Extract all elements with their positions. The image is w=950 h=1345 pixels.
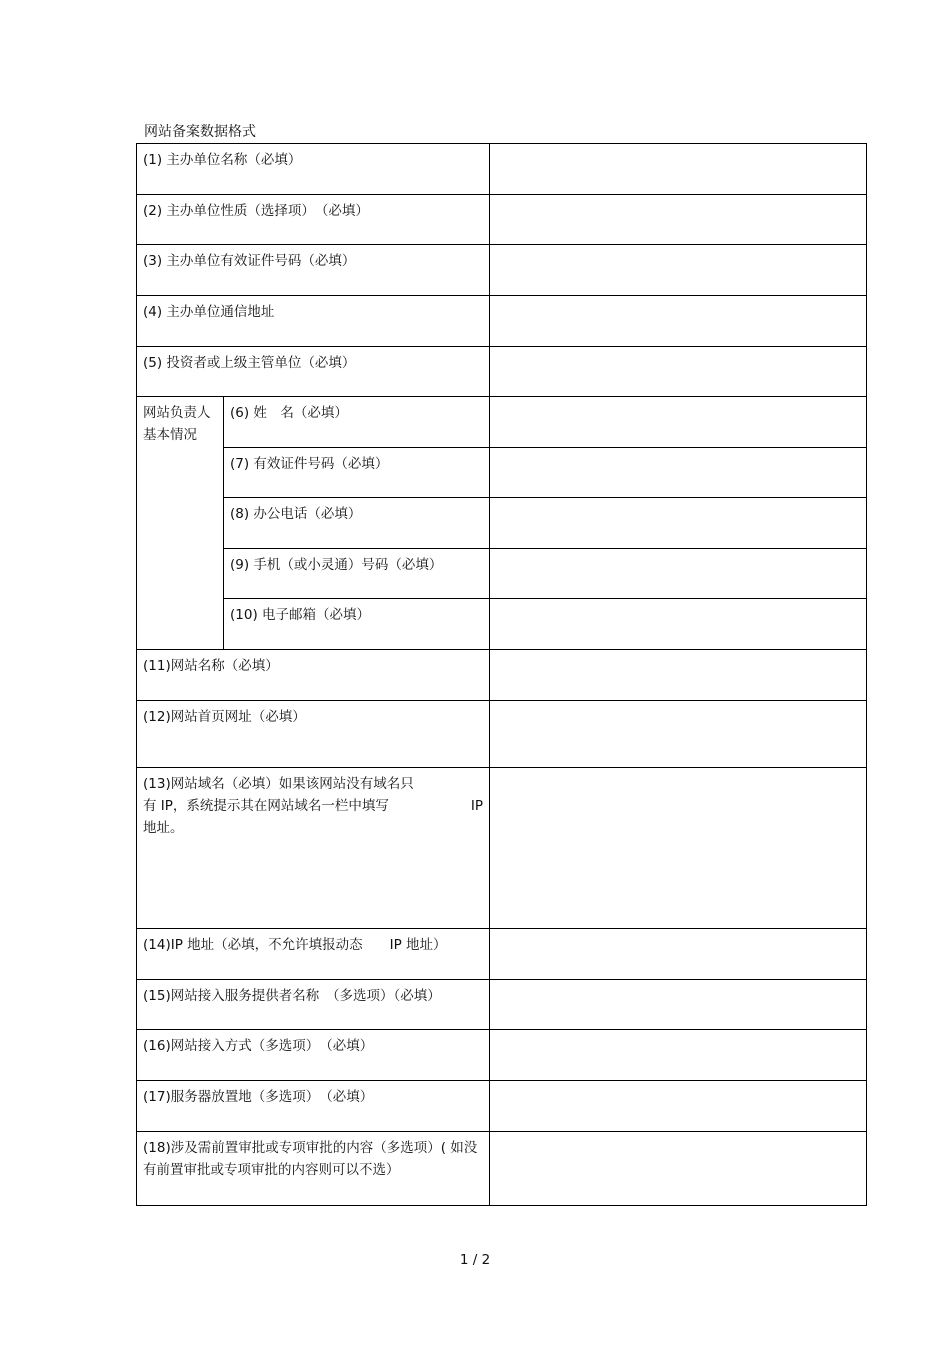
label-mobile: (9) 手机（或小灵通）号码（必填） — [224, 549, 490, 599]
table-row — [137, 701, 867, 768]
input-mobile[interactable] — [490, 549, 867, 599]
label-access-method: (16)网站接入方式（多选项） （必填） — [137, 1030, 490, 1081]
label-access-provider: (15)网站接入服务提供者名称 （多选项）（必填） — [137, 980, 490, 1030]
domain-note-ip: IP — [470, 798, 484, 814]
label-site-name: (11)网站名称（必填） — [137, 650, 490, 701]
label-domain — [137, 768, 490, 929]
label-server-location: (17)服务器放置地（多选项） （必填） — [137, 1081, 490, 1132]
input-ip-address[interactable] — [490, 929, 867, 980]
input-organizer-nature[interactable] — [490, 195, 867, 245]
table-row — [137, 929, 867, 980]
table-row — [137, 1132, 867, 1206]
domain-note-line-1: (13)网站域名（必填）如果该网站没有域名只 — [143, 776, 414, 792]
input-name[interactable] — [490, 397, 867, 448]
input-site-name[interactable] — [490, 650, 867, 701]
input-investor[interactable] — [490, 347, 867, 397]
input-server-location[interactable] — [490, 1081, 867, 1132]
input-approval-content[interactable] — [490, 1132, 867, 1206]
label-ip-address: (14)IP 地址（必填，不允许填报动态 IP 地址） — [137, 929, 490, 980]
label-email: (10) 电子邮箱（必填） — [224, 599, 490, 650]
input-organizer-id — [490, 245, 867, 296]
table-row — [137, 397, 867, 448]
input-office-phone[interactable] — [490, 498, 867, 549]
input-email[interactable] — [490, 599, 867, 650]
label-approval-content: (18)涉及需前置审批或专项审批的内容（多选项）( 如没有前置审批或专项审批的内容则可以不选） — [137, 1132, 490, 1206]
input-organizer-name[interactable] — [490, 144, 867, 195]
table-row — [137, 498, 867, 549]
table-row — [137, 1030, 867, 1081]
table-row — [137, 448, 867, 498]
input-domain[interactable] — [490, 768, 867, 929]
label-person-id: (7) 有效证件号码（必填） — [224, 448, 490, 498]
input-homepage-url[interactable] — [490, 701, 867, 768]
domain-note-line-2: 有 IP，系统提示其在网站域名一栏中填写 — [143, 798, 389, 814]
label-organizer-address: (4) 主办单位通信地址 — [137, 296, 490, 347]
label-office-phone: (8) 办公电话（必填） — [224, 498, 490, 549]
input-access-provider[interactable] — [490, 980, 867, 1030]
label-name: (6) 姓 名（必填） — [224, 397, 490, 448]
domain-note-line-3: 地址。 — [143, 820, 184, 836]
input-organizer-address[interactable] — [490, 296, 867, 347]
table-row — [137, 650, 867, 701]
label-homepage-url: (12)网站首页网址（必填） — [137, 701, 490, 768]
table-row — [137, 296, 867, 347]
page-title: 网站备案数据格式 — [144, 124, 256, 140]
label-organizer-name: (1) 主办单位名称（必填） — [137, 144, 490, 195]
input-access-method[interactable] — [490, 1030, 867, 1081]
table-row — [137, 144, 867, 195]
label-investor: (5) 投资者或上级主管单位（必填） — [137, 347, 490, 397]
table-row — [137, 1081, 867, 1132]
table-row — [137, 347, 867, 397]
label-organizer-nature: (2) 主办单位性质（选择项） （必填） — [137, 195, 490, 245]
table-row — [137, 768, 867, 929]
table-row — [137, 980, 867, 1030]
group-label-responsible-person: 网站负责人基本情况 — [137, 397, 224, 650]
filing-form-table — [136, 143, 867, 1206]
page-number: 1 / 2 — [459, 1252, 491, 1268]
table-row — [137, 599, 867, 650]
label-organizer-id: (3) 主办单位有效证件号码（必填） — [137, 245, 490, 296]
table-row — [137, 245, 867, 296]
table-row — [137, 549, 867, 599]
input-person-id — [490, 448, 867, 498]
table-row — [137, 195, 867, 245]
